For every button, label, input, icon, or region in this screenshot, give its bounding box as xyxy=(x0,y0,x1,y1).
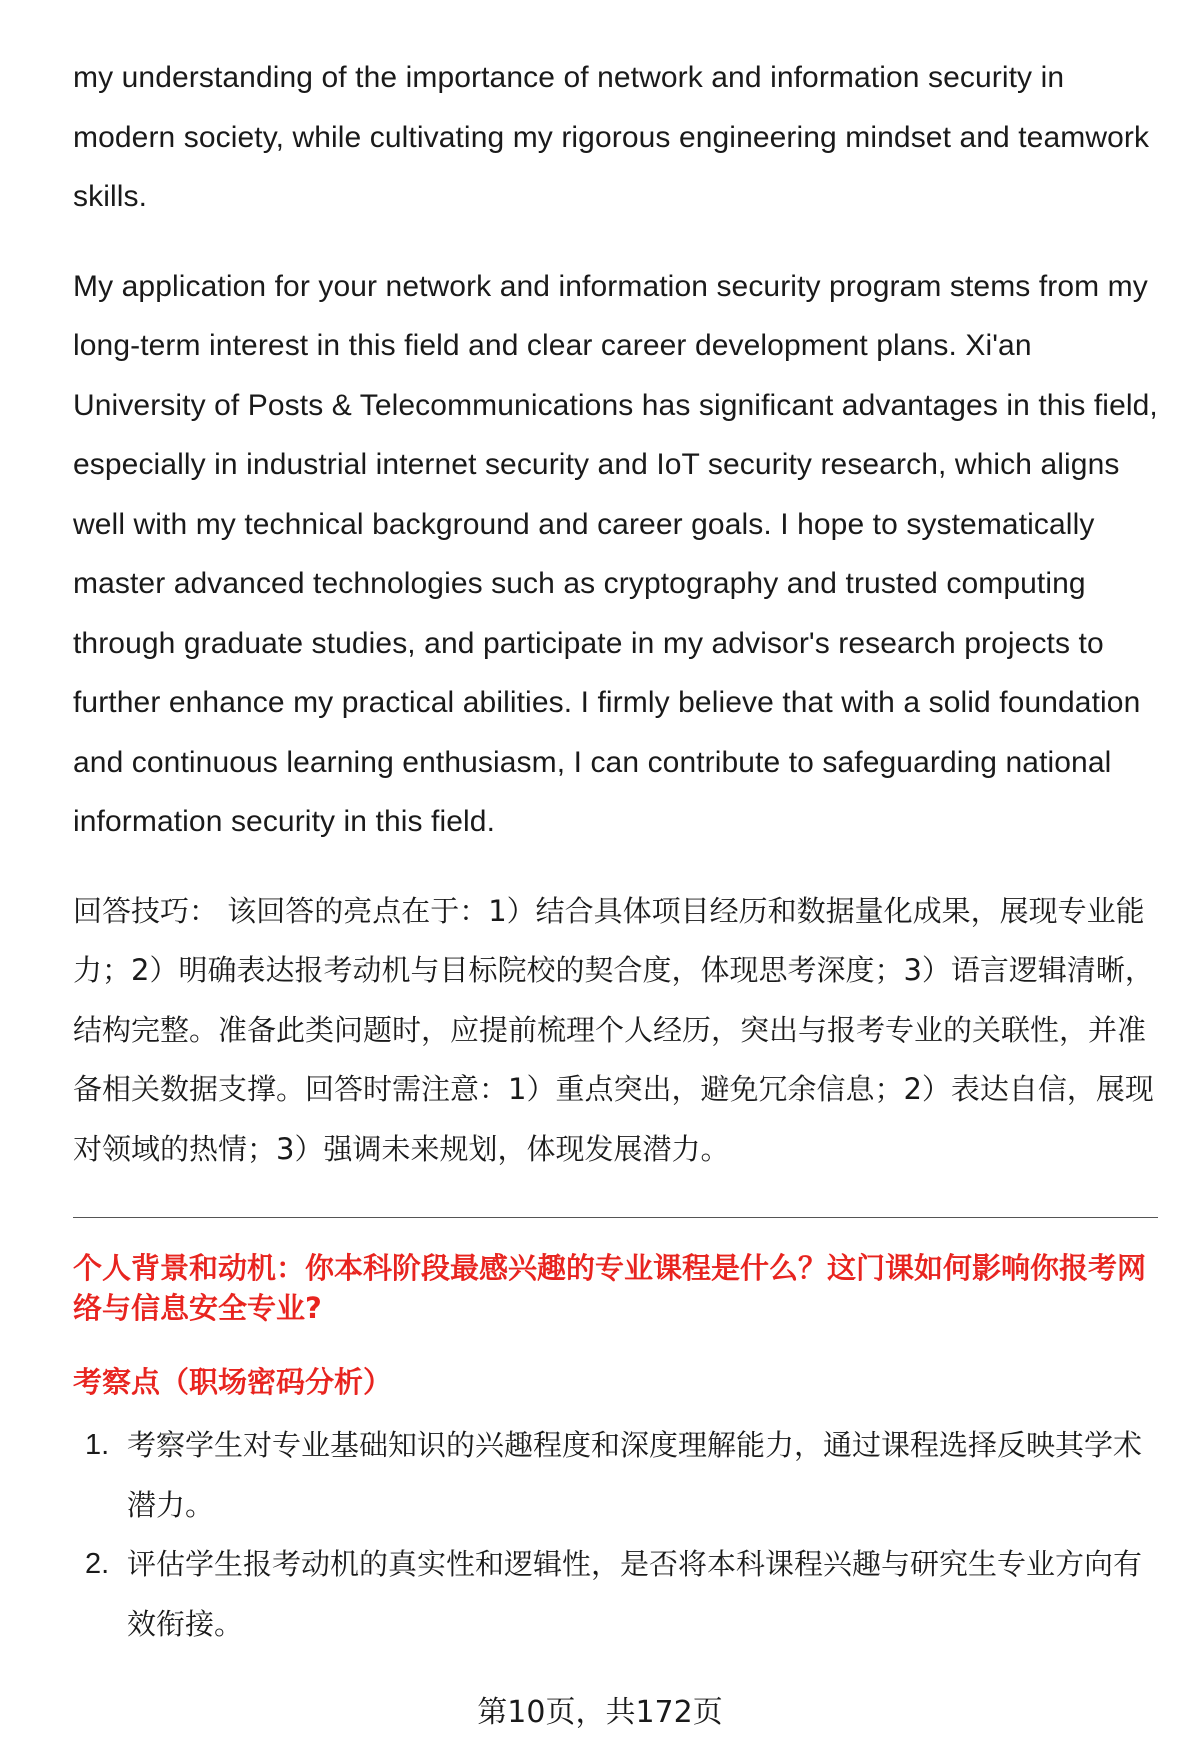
list-item xyxy=(73,1535,1158,1654)
list-item-number: 1. xyxy=(85,1429,110,1461)
document-body xyxy=(73,48,1158,1654)
list-item-number: 2. xyxy=(85,1548,110,1580)
paragraph-continuation: my understanding of the importance of network and information security in modern society, while cultivating my rigorous engineering mindset and teamwork skills. xyxy=(73,61,1150,213)
assessment-points-list xyxy=(73,1416,1158,1654)
list-item-text: 考察学生对专业基础知识的兴趣程度和深度理解能力，通过课程选择反映其学术潜力。 xyxy=(127,1428,1143,1522)
question-title: 个人背景和动机：你本科阶段最感兴趣的专业课程是什么？这门课如何影响你报考网络与信息安全专业? xyxy=(73,1251,1147,1325)
answer-tips: 回答技巧： 该回答的亮点在于：1）结合具体项目经历和数据量化成果，展现专业能力；2）明确表达报考动机与目标院校的契合度，体现思考深度；3）语言逻辑清晰，结构完整。准备此类问题时，应提前梳理个人经历，突出与报考专业的关联性，并准备相关数据支撑。回答时需注意：1）重点突出，避免冗余信息；2）表达自信，展现对领域的热情；3）强调未来规划，体现发展潜力。 xyxy=(73,893,1154,1166)
list-item xyxy=(73,1416,1158,1535)
section-divider xyxy=(73,1217,1158,1218)
paragraph-application-motivation: My application for your network and information security program stems from my long-term interest in this field and clear career development plans. Xi'an University of Posts & Telecommunications has significant advantages in this field, especially in industrial internet security and IoT security research, which aligns well with my technical background and career goals. I hope to systematically master advanced technologies such as cryptography and trusted computing through graduate studies, and participate in my advisor's research projects to further enhance my practical abilities. I firmly believe that with a solid foundation and continuous learning enthusiasm, I can contribute to safeguarding national information security in this field. xyxy=(73,269,1158,838)
page-number-footer: 第10页，共172页 xyxy=(477,1695,723,1730)
list-item-text: 评估学生报考动机的真实性和逻辑性，是否将本科课程兴趣与研究生专业方向有效衔接。 xyxy=(127,1547,1143,1641)
assessment-points-heading: 考察点（职场密码分析） xyxy=(73,1365,393,1399)
